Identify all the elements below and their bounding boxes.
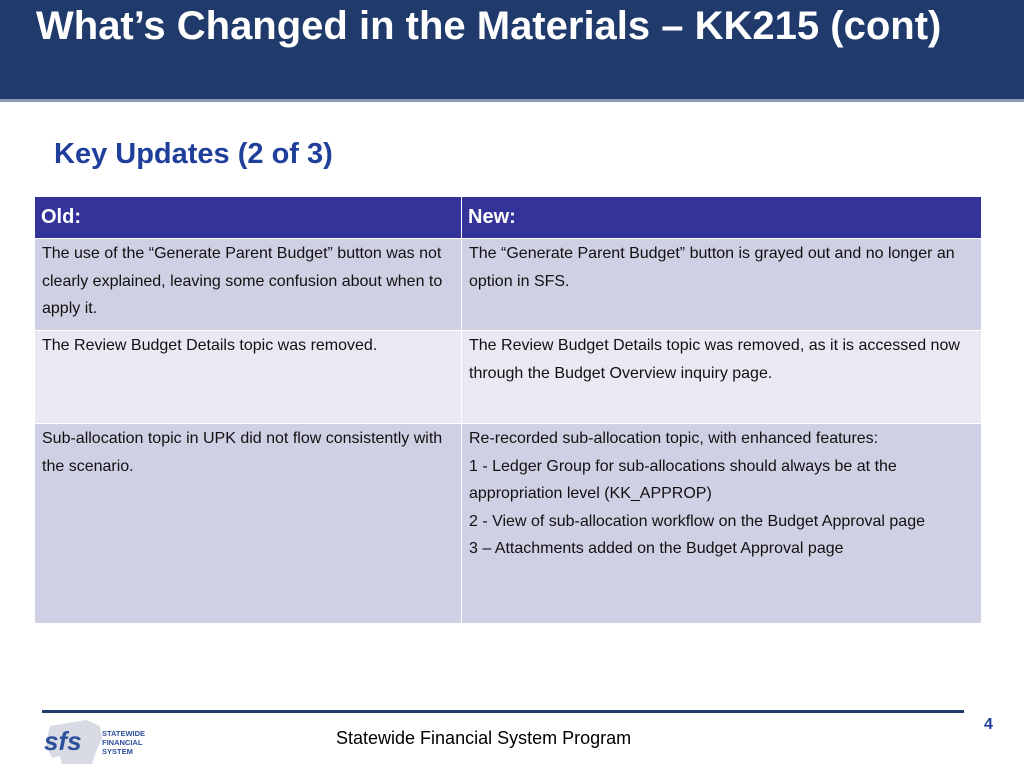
cell-old: The use of the “Generate Parent Budget” button was not clearly explained, leaving some confusion about when to apply it.: [35, 239, 462, 331]
cell-new: The “Generate Parent Budget” button is grayed out and no longer an option in SFS.: [462, 239, 982, 331]
footer-rule: [42, 710, 964, 713]
logo-mark: sfs: [44, 726, 82, 756]
header-new: New:: [462, 197, 982, 239]
footer-program-name: Statewide Financial System Program: [336, 728, 632, 748]
cell-new: The Review Budget Details topic was removed, as it is accessed now through the Budget Overview inquiry page.: [462, 331, 982, 424]
logo-text-2: FINANCIAL: [102, 738, 143, 747]
table-header-row: [35, 197, 982, 239]
table-row: [35, 424, 982, 624]
cell-old: Sub-allocation topic in UPK did not flow consistently with the scenario.: [35, 424, 462, 624]
page-number: 4: [984, 716, 993, 733]
table-row: [35, 331, 982, 424]
slide-subtitle: Key Updates (2 of 3): [54, 138, 333, 170]
table-row: [35, 239, 982, 331]
logo-text-1: STATEWIDE: [102, 729, 146, 738]
cell-old: The Review Budget Details topic was removed.: [35, 331, 462, 424]
slide-title: What’s Changed in the Materials – KK215 (cont): [36, 4, 942, 48]
sfs-logo: [42, 716, 154, 766]
header-old: Old:: [35, 197, 462, 239]
logo-text-3: SYSTEM: [102, 747, 133, 756]
title-bar: [0, 0, 1024, 102]
cell-new: Re-recorded sub-allocation topic, with enhanced features: 1 - Ledger Group for sub-allocations should always be at the appropriation level (KK_APPROP) 2 - View of sub-allocation workflow on the Budget Approval page 3 – Attachments added on the Budget Approval page: [462, 424, 982, 624]
updates-table: [34, 196, 982, 624]
